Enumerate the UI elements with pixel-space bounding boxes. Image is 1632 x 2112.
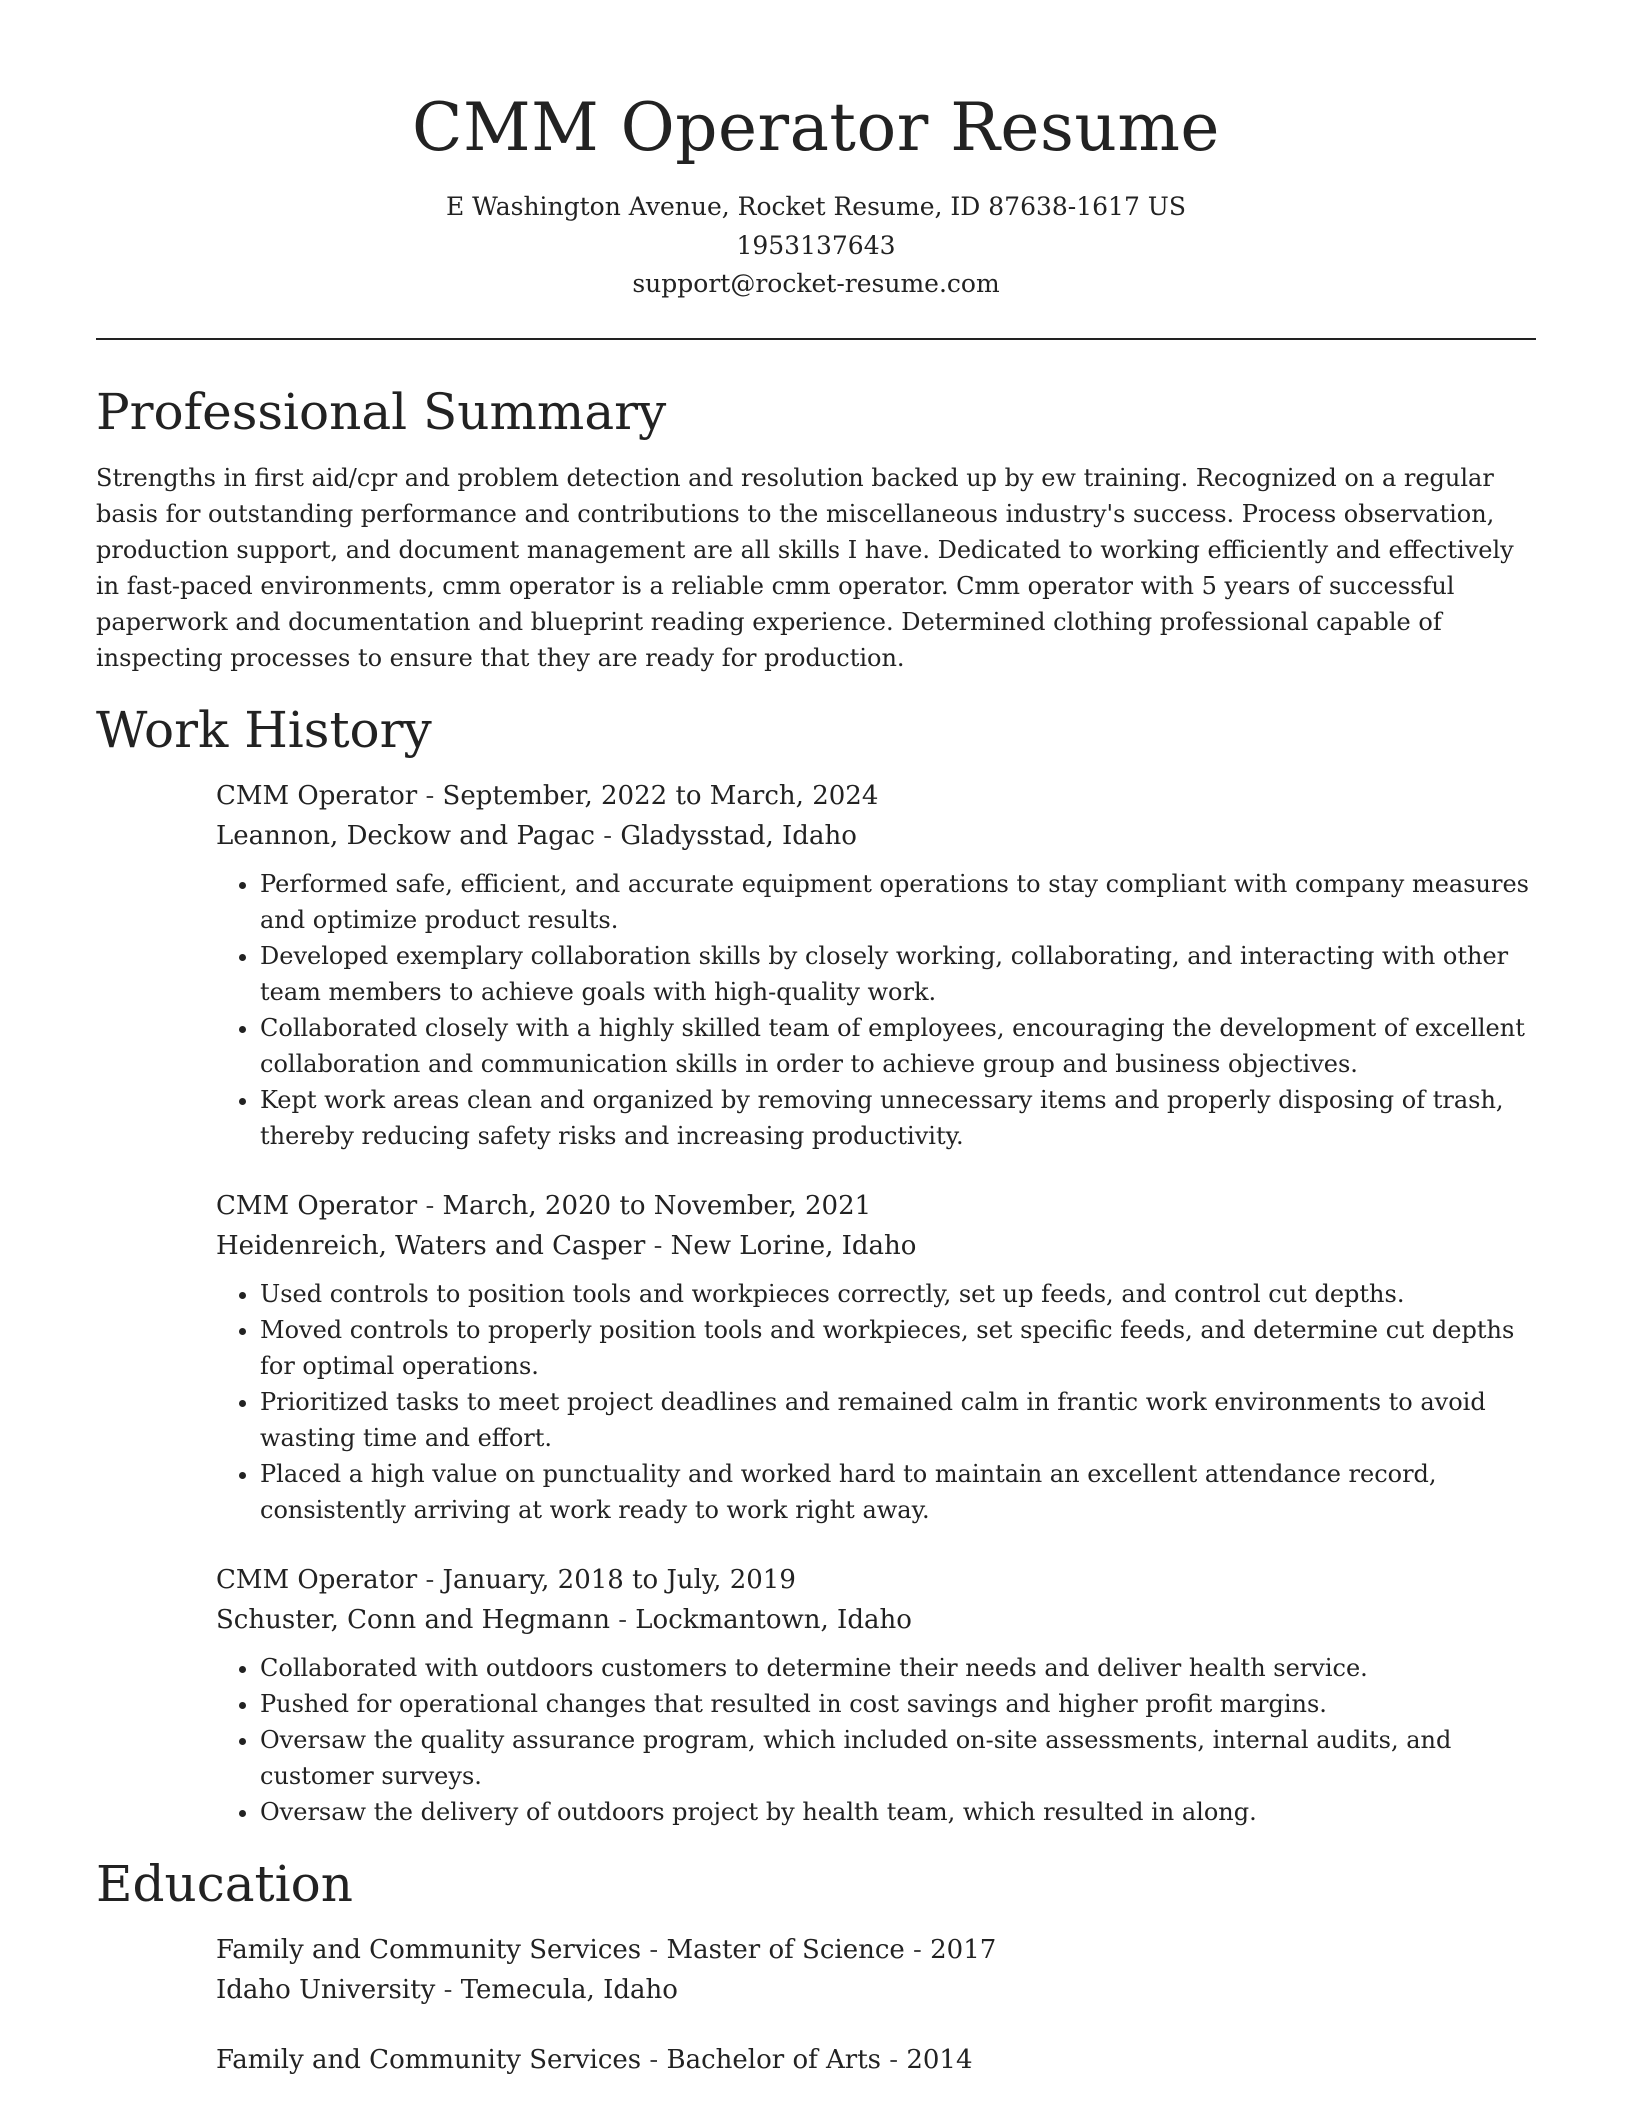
list-item: • Oversaw the quality assurance program, which included on-site assessments, internal audits, and customer surveys. xyxy=(260,1722,1536,1794)
contact-block xyxy=(96,188,1536,304)
email: support@rocket-resume.com xyxy=(632,269,1000,298)
job-title: CMM Operator xyxy=(216,1190,418,1221)
job-company: Leannon, Deckow and Pagac xyxy=(216,820,595,851)
resume-name: CMM Operator Resume xyxy=(411,89,1220,166)
job-location: New Lorine, Idaho xyxy=(670,1230,917,1261)
list-item: • Used controls to position tools and workpieces correctly, set up feeds, and control cut depths. xyxy=(260,1276,1536,1312)
work-history-heading: Work History xyxy=(96,700,432,759)
separator: - xyxy=(417,780,443,811)
education-degree-line xyxy=(216,2040,1536,2080)
job-entry xyxy=(216,1560,1536,1830)
separator: - xyxy=(645,1230,671,1261)
job-bullets xyxy=(216,866,1536,1154)
job-company-line xyxy=(216,816,1536,856)
education-degree: Master of Science xyxy=(666,1934,905,1965)
job-title: CMM Operator xyxy=(216,1564,418,1595)
header-divider xyxy=(96,338,1536,340)
job-dates: September, 2022 to March, 2024 xyxy=(442,780,879,811)
education-school-line xyxy=(216,1970,1536,2010)
job-bullets xyxy=(216,1650,1536,1830)
education-year: 2017 xyxy=(930,1934,997,1965)
job-title-line xyxy=(216,1186,1536,1226)
list-item: • Moved controls to properly position tools and workpieces, set specific feeds, and determine cut depths for optimal operations. xyxy=(260,1312,1536,1384)
job-company: Heidenreich, Waters and Casper xyxy=(216,1230,646,1261)
job-company-line xyxy=(216,1600,1536,1640)
job-entry xyxy=(216,776,1536,1154)
address: E Washington Avenue, Rocket Resume, ID 87638-1617 US xyxy=(445,192,1186,221)
job-dates: January, 2018 to July, 2019 xyxy=(442,1564,796,1595)
separator: - xyxy=(417,1190,443,1221)
job-dates: March, 2020 to November, 2021 xyxy=(442,1190,872,1221)
education-degree-line xyxy=(216,1930,1536,1970)
job-title-line xyxy=(216,1560,1536,1600)
job-location: Gladysstad, Idaho xyxy=(620,820,857,851)
education-entry xyxy=(216,1930,1536,2010)
separator: - xyxy=(417,1564,443,1595)
education-degree: Bachelor of Arts xyxy=(666,2044,881,2075)
job-company-line xyxy=(216,1226,1536,1266)
separator: - xyxy=(609,1604,636,1635)
separator: - xyxy=(904,1934,931,1965)
separator: - xyxy=(641,1934,667,1965)
separator: - xyxy=(594,820,621,851)
list-item: • Oversaw the delivery of outdoors project by health team, which resulted in along. xyxy=(260,1794,1536,1830)
separator: - xyxy=(435,1974,461,2005)
separator: - xyxy=(880,2044,907,2075)
job-bullets xyxy=(216,1276,1536,1528)
job-location: Lockmantown, Idaho xyxy=(635,1604,912,1635)
job-title-line xyxy=(216,776,1536,816)
education-year: 2014 xyxy=(906,2044,973,2075)
resume-page xyxy=(96,0,1536,2080)
job-entry xyxy=(216,1186,1536,1528)
list-item: • Collaborated with outdoors customers to determine their needs and deliver health service. xyxy=(260,1650,1536,1686)
education-field: Family and Community Services xyxy=(216,1934,642,1965)
list-item: • Developed exemplary collaboration skills by closely working, collaborating, and interacting with other team members to achieve goals with high-quality work. xyxy=(260,938,1536,1010)
education-school: Idaho University xyxy=(216,1974,436,2005)
education-field: Family and Community Services xyxy=(216,2044,642,2075)
list-item: • Performed safe, efficient, and accurate equipment operations to stay compliant with company measures and optimize product results. xyxy=(260,866,1536,938)
phone: 1953137643 xyxy=(736,230,896,260)
list-item: • Kept work areas clean and organized by removing unnecessary items and properly disposing of trash, thereby reducing safety risks and increasing productivity. xyxy=(260,1082,1536,1154)
education-location: Temecula, Idaho xyxy=(460,1974,678,2005)
education-heading: Education xyxy=(96,1854,353,1913)
list-item: • Placed a high value on punctuality and worked hard to maintain an excellent attendance record, consistently arriving at work ready to work right away. xyxy=(260,1456,1536,1528)
list-item: • Collaborated closely with a highly skilled team of employees, encouraging the development of excellent collaboration and communication skills in order to achieve group and business objectives. xyxy=(260,1010,1536,1082)
education-entry xyxy=(216,2040,1536,2080)
summary-heading: Professional Summary xyxy=(96,382,667,441)
job-company: Schuster, Conn and Hegmann xyxy=(216,1604,610,1635)
list-item: • Pushed for operational changes that resulted in cost savings and higher profit margins. xyxy=(260,1686,1536,1722)
job-title: CMM Operator xyxy=(216,780,418,811)
separator: - xyxy=(641,2044,667,2075)
resume-header xyxy=(96,0,1536,304)
list-item: • Prioritized tasks to meet project deadlines and remained calm in frantic work environments to avoid wasting time and effort. xyxy=(260,1384,1536,1456)
summary-text: Strengths in first aid/cpr and problem detection and resolution backed up by ew training. Recognized on a regular basis for outstanding performance and contributions to the miscellaneous industry's success. Process observation, production support, and document management are all skills I have. Dedicated to working efficiently and effectively in fast-paced environments, cmm operator is a reliable cmm operator. Cmm operator with 5 years of successful paperwork and documentation and blueprint reading experience. Determined clothing professional capable of inspecting processes to ensure that they are ready for production. xyxy=(96,463,1514,672)
